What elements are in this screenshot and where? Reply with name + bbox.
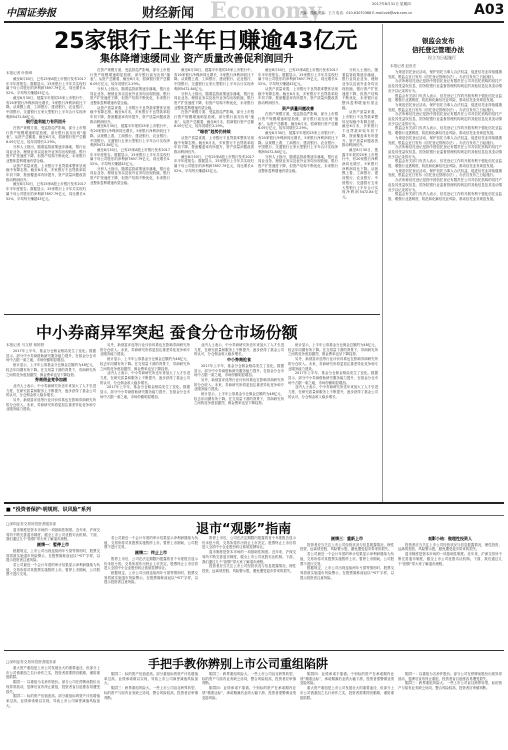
story4-para: 重大资产重组是上市公司发展壮大的重要途径，但部分上市公司借重组之名行炒作之实，投资者需要擦亮眼睛，谨防重组陷阱。 (300, 686, 394, 700)
story4-para: 陷阱三：跨界重组风险大。一些上市公司盲目跨界转型，标的资产与原有业务缺乏协同，整合风险较高，投资者应审慎判断。 (398, 681, 502, 691)
story2-para: 2017年上半年，基金分仓佣金格局发生了变化。数据显示，部分中小券商借助研究服务能力提升，在基金分仓市场中占据一席之地，市场份额明显增加。 (288, 371, 378, 385)
story4-byline: □深圳证券交易所投资者服务部 (6, 660, 57, 664)
story1-title: 25家银行上半年日赚逾43亿元 (54, 29, 358, 54)
sidebar-para: 银监会有关部门负责人表示，信托登记工作的开展有利于强化信托业监管，增强行业透明度，防范和化解信托业风险，推动信托业务规范发展。 (388, 126, 502, 136)
story1-byline: 本报记者 叶斯琦 (6, 71, 33, 75)
story4-para: 陷阱四：业绩承诺不靠谱。个别标的资产在承诺期内业绩“精准达标”，承诺期满后业绩大幅下滑，投资者需警惕业绩变脸风险。 (202, 686, 296, 700)
story2-para: 统计显示，上半年公募基金分仓佣金总额约为48亿元，较去年同期有所下降。在交易量下滑的背景下，券商研究所之间的竞争愈加激烈，佣金费率也呈下降趋势。 (288, 343, 378, 357)
paper-name: 中国证券报 (6, 8, 56, 19)
story2-para: 统计显示，上半年公募基金分仓佣金总额约为48亿元，较去年同期有所下降。在交易量下滑的背景下，券商研究所之间的竞争愈加激烈，佣金费率也呈下降趋势。 (100, 357, 190, 371)
story4-para: 陷阱一：以重组为名炒作股价。部分公司在停牌前股价出现异常波动，复牌后宣布终止重组，投资者盲目追涨容易遭受损失。 (6, 680, 100, 694)
story2-byline: 本报记者 马文婷 林婷婷 (6, 343, 45, 347)
story2-para: 2017年上半年，基金分仓佣金格局发生了变化。数据显示，部分中小券商借助研究服务能力提升，在基金分仓市场中占据一席之地，市场份额明显增加。 (100, 385, 190, 399)
story1-para: 截至8月30日，已有25家A股上市银行发布2017年半年度报告。数据显示，25家银行上半年共实现归属于母公司股东的净利润7897.79亿元，同比增长4.52%，平均每天赚超43亿元。 (90, 147, 170, 167)
story1-para: 分析人士指出，随着监管政策逐步落地，银行业同业业务、理财业务以及表外业务均出现收缩，银行资产扩张速度下降，但资产结构不断优化，未来银行业整体盈利增速有望企稳。 (90, 86, 170, 105)
story3-col-2 (104, 536, 198, 648)
story2-title: 中小券商异军突起 蚕食分仓市场份额 (36, 323, 298, 342)
sidebar-para: 办法所称信托登记是指中国信托登记有限责任公司对信托机构的信托产品及其受益权信息、国务院银行业监督管理机构规定的其他信息及其变动情况予以记录的行为。 (388, 79, 502, 93)
masthead-rule (4, 21, 504, 23)
story3-section-head: 剧情二：终止上市 (135, 550, 167, 556)
story3-para: 退市制度是资本市场的一项基础性制度。近年来，沪深交易所不断完善退市制度，健全上市公司优胜劣汰机制。下面，我们通过几个“剧情”带大家了解退市流程。 (6, 528, 100, 542)
masthead (0, 0, 508, 24)
story1-para: 截至8月30日，已有25家A股上市银行发布2017年半年度报告。数据显示，25家银行上半年共实现归属于母公司股东的净利润7897.79亿元，同比增长4.52%，平均每天赚超43亿元。 (258, 68, 338, 87)
page-number: A03 (474, 2, 505, 18)
story1-para: 在资产规模方面，受监管趋严影响，部分上市银行资产规模增速明显放缓，部分银行甚至出现“缩表”。从资产总额看，截至6月末，招商银行资产总额6.09万亿元，较年初增长2.29%。 (174, 110, 254, 129)
story1-para: 截至8月30日，披露半年报的25家上市银行中，有20家银行净利润同比增长，5家银行净利润同比下降。从规模上看，工商银行、建设银行、农业银行、中国银行、交通银行五家大型银行上半年合计实现净利润5472.84亿元。 (6, 95, 86, 119)
story1-para: 截至8月30日，披露半年报的25家上市银行中，有20家银行净利润同比增长，5家银行净利润同比下降。从规模上看，工商银行、建设银行、农业银行、中国银行、交通银行五家大型银行上半年合计实现净利润5472.84亿元。 (342, 147, 378, 199)
story3-para: 若公司最近一个会计年度的审计结果显示净利润继续为负值，交易所将对其股票实施暂停上市。暂停上市期间，公司股票不进行交易。 (6, 562, 100, 577)
story1-para: 截至8月30日，披露半年报的25家上市银行中，有20家银行净利润同比增长，5家银行净利润同比下降。从规模上看，工商银行、建设银行、农业银行、中国银行、交通银行五家大型银行上半年合计实现净利润5472.84亿元。 (258, 131, 338, 154)
story1-col-2 (90, 68, 170, 312)
story1-para: 在资产规模方面，受监管趋严影响，部分上市银行资产规模增速明显放缓，部分银行甚至出现“缩表”。从资产总额看，截至6月末，招商银行资产总额6.09万亿元，较年初增长2.29%。 (258, 112, 338, 131)
story2-para: 业内人士表示，中小券商研究所近年来加大了人才引进力度，在研究质量和服务上不断提升，逐步获得了基金公司的认可，分仓佣金收入稳步增长。 (288, 385, 378, 399)
story3-para: 暂停上市后，公司在法定期限内披露的首个年度报告显示仍未扭亏的，交易所将作出终止上市决定。股票终止上市后将进入全国中小企业股份转让系统挂牌转让。 (104, 556, 198, 571)
story3-para: 投资者应当关注上市公司经营状况与信息披露情况，理性投资，远离绩差股、风险警示股，避免遭受退市带来的损失。 (398, 542, 502, 552)
story4-title: 手把手教你辨别上市公司重组陷阱 (148, 657, 329, 671)
story3-para: 根据规定，上市公司出现连续两年亏损等情形时，股票交易将被实施退市风险警示，在股票简称前冠以“*ST”字样，以提示投资者注意风险。 (104, 570, 198, 585)
sidebar-para: 银监会有关部门负责人表示，信托登记工作的开展有利于强化信托业监管，增强行业透明度，防范和化解信托业风险，推动信托业务规范发展。 (388, 93, 502, 103)
story2-col-2 (100, 343, 190, 489)
sidebar-para: 办法所称信托登记是指中国信托登记有限责任公司对信托机构的信托产品及其受益权信息、国务院银行业监督管理机构规定的其他信息及其变动情况予以记录的行为。 (388, 145, 502, 159)
sidebar-para: 为规范信托登记活动，保护信托当事人合法权益，促进信托业持续健康发展，银监会近日发布《信托登记管理办法》。办法自发布之日起施行。 (388, 70, 502, 79)
story3-para: 投资者应当关注上市公司经营状况与信息披露情况，理性投资，远离绩差股、风险警示股，避免遭受退市带来的损失。 (300, 542, 394, 552)
sidebar-para: 为规范信托登记活动，保护信托当事人合法权益，促进信托业持续健康发展，银监会近日发布《信托登记管理办法》。办法自发布之日起施行。 (388, 102, 502, 112)
sidebar-title: 银监会发布 (422, 37, 455, 45)
story4-para: 陷阱一：以重组为名炒作股价。部分公司在停牌前股价出现异常波动，复牌后宣布终止重组，投资者盲目追涨容易遭受损失。 (398, 672, 502, 681)
story1-para: 截至8月30日，披露半年报的25家上市银行中，有20家银行净利润同比增长，5家银行净利润同比下降。从规模上看，工商银行、建设银行、农业银行、中国银行、交通银行五家大型银行上半年合计实现净利润5472.84亿元。 (90, 124, 170, 148)
story1-bottom-rule (4, 314, 380, 315)
sidebar-para: 办法所称信托登记是指中国信托登记有限责任公司对信托机构的信托产品及其受益权信息、国务院银行业监督管理机构规定的其他信息及其变动情况予以记录的行为。 (388, 112, 502, 126)
story1-para: 从资产质量来看，上市银行不良贷款率整体呈现稳中有降态势。截至6月末，多家银行不良贷款率较年初下降，拨备覆盖率有所提升，资产质量问题改善推动利润回升。 (342, 110, 378, 148)
story2-col-1 (6, 349, 96, 489)
story3-para: 退市制度是资本市场的一项基础性制度。近年来，沪深交易所不断完善退市制度，健全上市公司优胜劣汰机制。下面，我们通过几个“剧情”带大家了解退市流程。 (398, 552, 502, 566)
story4-col-3 (202, 672, 296, 748)
story4-col-4 (300, 672, 394, 748)
story3-para: 根据规定，上市公司出现连续两年亏损等情形时，股票交易将被实施退市风险警示，在股票简称前冠以“*ST”字样，以提示投资者注意风险。 (300, 566, 394, 580)
story1-para: 分析人士指出，随着监管政策逐步落地，银行业同业业务、理财业务以及表外业务均出现收缩，银行资产扩张速度下降，但资产结构不断优化，未来银行业整体盈利增速有望企稳。 (174, 91, 254, 110)
story1-para: 从资产质量来看，上市银行不良贷款率整体呈现稳中有降态势。截至6月末，多家银行不良贷款率较年初下降，拨备覆盖率有所提升，资产质量问题改善推动利润回升。 (6, 163, 86, 182)
story2-para: 另外，新财富评选等行业评价体系也在影响券商研究所的分仓收入。未来，券商研究所将更加注重差异化竞争和专业服务能力建设。 (100, 343, 190, 357)
story1-para: 分析人士指出，随着监管政策逐步落地，银行业同业业务、理财业务以及表外业务均出现收缩，银行资产扩张速度下降，但资产结构不断优化，未来银行业整体盈利增速有望企稳。 (342, 68, 378, 110)
sidebar-para: 办法所称信托登记是指中国信托登记有限责任公司对信托机构的信托产品及其受益权信息、国务院银行业监督管理机构规定的其他信息及其变动情况予以记录的行为。 (388, 178, 502, 192)
story1-para: 从资产质量来看，上市银行不良贷款率整体呈现稳中有降态势。截至6月末，多家银行不良贷款率较年初下降，拨备覆盖率有所提升，资产质量问题改善推动利润回升。 (90, 105, 170, 124)
story1-para: 在资产规模方面，受监管趋严影响，部分上市银行资产规模增速明显放缓，部分银行甚至出现“缩表”。从资产总额看，截至6月末，招商银行资产总额6.09万亿元，较年初增长2.29%。 (6, 126, 86, 145)
sidebar-para: 为规范信托登记活动，保护信托当事人合法权益，促进信托业持续健康发展，银监会近日发布《信托登记管理办法》。办法自发布之日起施行。 (388, 135, 502, 145)
series-banner: ■ “投资者保护·明规则、识风险”系列 (6, 507, 91, 513)
story3-section-head: 观影小结：做理性投资人 (428, 536, 472, 541)
story3-col-3 (202, 536, 296, 648)
story2-para: 业内人士表示，中小券商研究所近年来加大了人才引进力度，在研究质量和服务上不断提升，逐步获得了基金公司的认可，分仓佣金收入稳步增长。 (100, 371, 190, 385)
story1-para: 在资产规模方面，受监管趋严影响，部分上市银行资产规模增速明显放缓，部分银行甚至出现“缩表”。从资产总额看，截至6月末，招商银行资产总额6.09万亿元，较年初增长2.29%。 (90, 68, 170, 87)
story1-subtitle: 集体降增速缓同业 资产质量改善促利润回升 (100, 54, 294, 65)
story4-col-5 (398, 672, 502, 748)
story4-para: 重大资产重组是上市公司发展壮大的重要途径，但部分上市公司借重组之名行炒作之实，投资者需要擦亮眼睛，谨防重组陷阱。 (6, 666, 100, 680)
editor-line: 责编：殷鹏 美编：王力 电话：010-63070368 E-mail:zzb@zzb.com.cn (300, 11, 413, 15)
sidebar-title-2: 信托登记管理办法 (412, 46, 464, 54)
sidebar-byline: 本报记者 赵世宏 (390, 64, 417, 68)
story3-col-4 (300, 536, 394, 648)
story4-para: 陷阱二：标的资产估值虚高。部分重组标的资产评估增值率过高，业绩承诺难以实现，导致上市公司商誉减值风险加大。 (104, 672, 198, 686)
story1-section-head: 资产质量问题改善 (282, 105, 314, 111)
sidebar-divider (382, 24, 383, 502)
series-rule-top (4, 502, 504, 504)
story3-section-head: 剧情三：重新上市 (331, 536, 363, 541)
section-name-en: Economy (210, 0, 322, 24)
story2-para: 统计显示，上半年公募基金分仓佣金总额约为48亿元，较去年同期有所下降。在交易量下滑的背景下，券商研究所之间的竞争愈加激烈，佣金费率也呈下降趋势。 (6, 363, 96, 377)
sidebar-para: 银监会有关部门负责人表示，信托登记工作的开展有利于强化信托业监管，增强行业透明度，防范和化解信托业风险，推动信托业务规范发展。 (388, 159, 502, 169)
story3-para: 退市制度是资本市场的一项基础性制度。近年来，沪深交易所不断完善退市制度，健全上市公司优胜劣汰机制。下面，我们通过几个“剧情”带大家了解退市流程。 (202, 550, 296, 564)
story3-section-head: 剧情一：暂停上市 (37, 542, 69, 548)
story1-section-head: “缩表”趋势仍持续 (197, 129, 231, 135)
sidebar-subtitle: 设立为日起施行 (428, 55, 456, 60)
story1-col-5 (342, 68, 378, 312)
sidebar (386, 24, 504, 502)
story3-col-1 (6, 528, 100, 648)
story4-para: 陷阱三：跨界重组风险大。一些上市公司盲目跨界转型，标的资产与原有业务缺乏协同，整合风险较高，投资者应审慎判断。 (202, 672, 296, 686)
story1-para: 分析人士指出，随着监管政策逐步落地，银行业同业业务、理财业务以及表外业务均出现收缩，银行资产扩张速度下降，但资产结构不断优化，未来银行业整体盈利增速有望企稳。 (90, 166, 170, 185)
story2-para: 另外，新财富评选等行业评价体系也在影响券商研究所的分仓收入。未来，券商研究所将更加注重差异化竞争和专业服务能力建设。 (288, 357, 378, 371)
story4-para: 陷阱四：业绩承诺不靠谱。个别标的资产在承诺期内业绩“精准达标”，承诺期满后业绩大幅下滑，投资者需警惕业绩变脸风险。 (300, 672, 394, 686)
sidebar-col (388, 70, 502, 500)
story1-para: 截至8月30日，披露半年报的25家上市银行中，有20家银行净利润同比增长，5家银行净利润同比下降。从规模上看，工商银行、建设银行、农业银行、中国银行、交通银行五家大型银行上半年合计实现净利润5472.84亿元。 (174, 68, 254, 91)
story1-para: 分析人士指出，随着监管政策逐步落地，银行业同业业务、理财业务以及表外业务均出现收缩，银行资产扩张速度下降，但资产结构不断优化，未来银行业整体盈利增速有望企稳。 (6, 144, 86, 163)
story3-para: 若公司最近一个会计年度的审计结果显示净利润继续为负值，交易所将对其股票实施暂停上市。暂停上市期间，公司股票不进行交易。 (104, 536, 198, 550)
story4-para: 陷阱二：标的资产估值虚高。部分重组标的资产评估增值率过高，业绩承诺难以实现，导致上市公司商誉减值风险加大。 (6, 694, 100, 708)
story2-col-4 (288, 343, 378, 489)
story2-para: 统计显示，上半年公募基金分仓佣金总额约为48亿元，较去年同期有所下降。在交易量下滑的背景下，券商研究所之间的竞争愈加激烈，佣金费率也呈下降趋势。 (194, 392, 284, 406)
story1-para: 截至8月30日，已有25家A股上市银行发布2017年半年度报告。数据显示，25家银行上半年共实现归属于母公司股东的净利润7897.79亿元，同比增长4.52%，平均每天赚超43亿元。 (6, 182, 86, 201)
story1-headline (4, 24, 378, 68)
story3-byline: □深圳证券交易所投资者服务部 (6, 522, 57, 526)
sidebar-para: 银监会有关部门负责人表示，信托登记工作的开展有利于强化信托业监管，增强行业透明度，防范和化解信托业风险，推动信托业务规范发展。 (388, 192, 502, 201)
sidebar-para: 为规范信托登记活动，保护信托当事人合法权益，促进信托业持续健康发展，银监会近日发布《信托登记管理办法》。办法自发布之日起施行。 (388, 168, 502, 178)
series-rule-bottom (4, 515, 504, 516)
section-name: 财经新闻 (142, 6, 195, 21)
story3-para: 若公司最近一个会计年度的审计结果显示净利润继续为负值，交易所将对其股票实施暂停上市。暂停上市期间，公司股票不进行交易。 (300, 552, 394, 566)
story3-para: 暂停上市后，公司在法定期限内披露的首个年度报告显示仍未扭亏的，交易所将作出终止上市决定。股票终止上市后将进入全国中小企业股份转让系统挂牌转让。 (202, 536, 296, 550)
story2-para: 业内人士表示，中小券商研究所近年来加大了人才引进力度，在研究质量和服务上不断提升，逐步获得了基金公司的认可，分仓佣金收入稳步增长。 (194, 343, 284, 357)
story2-para: 2017年上半年，基金分仓佣金格局发生了变化。数据显示，部分中小券商借助研究服务能力提升，在基金分仓市场中占据一席之地，市场份额明显增加。 (194, 363, 284, 378)
story3-col-5 (398, 536, 502, 648)
story2-para: 另外，新财富评选等行业评价体系也在影响券商研究所的分仓收入。未来，券商研究所将更加注重差异化竞争和专业服务能力建设。 (194, 377, 284, 392)
story1-para: 截至8月30日，已有25家A股上市银行发布2017年半年度报告。数据显示，25家银行上半年共实现归属于母公司股东的净利润7897.79亿元，同比增长4.52%，平均每天赚超43亿元。 (174, 154, 254, 173)
story2-para: 另外，新财富评选等行业评价体系也在影响券商研究所的分仓收入。未来，券商研究所将更加注重差异化竞争和专业服务能力建设。 (6, 398, 96, 412)
story1-section-head: 银行盈利能力有所回升 (26, 119, 66, 125)
story2-para: 2017年上半年，基金分仓佣金格局发生了变化。数据显示，部分中小券商借助研究服务能力提升，在基金分仓市场中占据一席之地，市场份额明显增加。 (6, 349, 96, 363)
story1-para: 分析人士指出，随着监管政策逐步落地，银行业同业业务、理财业务以及表外业务均出现收缩，银行资产扩张速度下降，但资产结构不断优化，未来银行业整体盈利增速有望企稳。 (258, 154, 338, 173)
story2-section-head: 券商佣金竞争加剧 (35, 377, 67, 383)
story4-col-1 (6, 666, 100, 748)
story1-para: 截至8月30日，已有25家A股上市银行发布2017年半年度报告。数据显示，25家银行上半年共实现归属于母公司股东的净利润7897.79亿元，同比增长4.52%，平均每天赚超43亿元。 (6, 77, 86, 96)
story1-col-4 (258, 68, 338, 312)
story1-para: 从资产质量来看，上市银行不良贷款率整体呈现稳中有降态势。截至6月末，多家银行不良贷款率较年初下降，拨备覆盖率有所提升，资产质量问题改善推动利润回升。 (174, 135, 254, 154)
story1-col-1 (6, 77, 86, 312)
story3-para: 根据规定，上市公司出现连续两年亏损等情形时，股票交易将被实施退市风险警示，在股票简称前冠以“*ST”字样，以提示投资者注意风险。 (6, 548, 100, 563)
story3-para: 投资者应当关注上市公司经营状况与信息披露情况，理性投资，远离绩差股、风险警示股，避免遭受退市带来的损失。 (202, 564, 296, 573)
story2-section-head: 中小券商抢食 (227, 357, 251, 363)
story4-para: 陷阱三：跨界重组风险大。一些上市公司盲目跨界转型，标的资产与原有业务缺乏协同，整合风险较高，投资者应审慎判断。 (104, 686, 198, 700)
story3-bottom-rule (4, 650, 504, 651)
story1-para: 从资产质量来看，上市银行不良贷款率整体呈现稳中有降态势。截至6月末，多家银行不良贷款率较年初下降，拨备覆盖率有所提升，资产质量问题改善推动利润回升。 (258, 86, 338, 105)
story1-col-3 (174, 68, 254, 312)
story2-col-3 (194, 343, 284, 489)
story3-title: 退市“观影”指南 (196, 522, 292, 537)
date-line: 2017年8月31日 星期四 (372, 2, 411, 6)
story2-para: 业内人士表示，中小券商研究所近年来加大了人才引进力度，在研究质量和服务上不断提升，逐步获得了基金公司的认可，分仓佣金收入稳步增长。 (6, 383, 96, 398)
story4-col-2 (104, 672, 198, 748)
